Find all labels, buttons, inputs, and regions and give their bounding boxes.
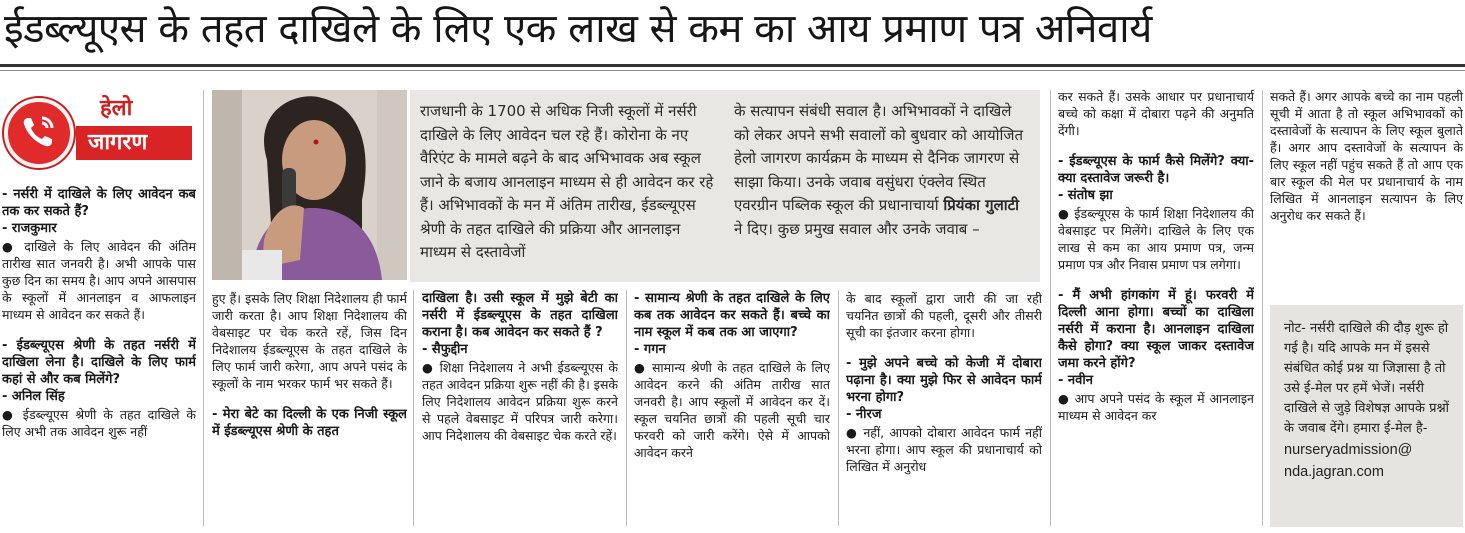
note-box	[1270, 305, 1463, 527]
question: - नर्सरी में दाखिले के लिए आवेदन कब तक कर सकते हैं?	[2, 187, 196, 219]
column-4	[634, 290, 830, 526]
column-divider	[203, 90, 204, 526]
question: - ईडब्ल्यूएस श्रेणी के तहत नर्सरी में दाखिला लेना है। दाखिले के लिए फार्म कहां से और कब मिलेंगे?	[2, 338, 196, 387]
hello-jagran-logo	[2, 92, 192, 168]
intro-left-text: राजधानी के 1700 से अधिक निजी स्कूलों में नर्सरी दाखिले के लिए आवेदन चल रहे हैं। कोरोना के नए वैरिएंट के मामले बढ़ने के बाद अभिभावक अब स्कूल जाने के बजाय आनलाइन माध्यम से ही आवेदन कर रहे हैं। अभिभावकों के मन में अंतिम तारीख, ईडब्ल्यूएस श्रेणी के तहत दाखिले की प्रक्रिया और आनलाइन माध्यम से दस्तावेजों	[420, 102, 714, 261]
answer: ● ईडब्ल्यूएस श्रेणी के तहत दाखिले के लिए अभी तक आवेदन शुरू नहीं	[2, 407, 196, 439]
answer: हुए हैं। इसके लिए शिक्षा निदेशालय ही फार्म जारी करता है। आप शिक्षा निदेशालय की वेबसाइट पर चेक करते रहें, जिस दिन निदेशालय ईडब्ल्यूएस के तहत दाखिले के लिए फार्म जारी करेगा, आप अपने पसंद के स्कूलों के नाम भरकर फार्म भर सकते हैं।	[212, 291, 407, 391]
note-text: नोट- नर्सरी दाखिले की दौड़ शुरू हो गई है। यदि आपके मन में इससे संबंधित कोई प्रश्न या जिज्ञासा है तो उसे ई-मेल पर हमें भेजें। नर्सरी दाखिले से जुड़े विशेषज्ञ आपके प्रश्नों के जवाब देंगे। हमारा ई-मेल है-	[1284, 321, 1450, 436]
asker-name: - सैफुद्दीन	[422, 342, 468, 357]
answer: ● नहीं, आपको दोबारा आवेदन फार्म नहीं भरना होगा। आप स्कूल की प्रधानाचार्य को लिखित में अनुरोध	[846, 425, 1042, 474]
intro-left	[420, 100, 716, 265]
question: - मुझे अपने बच्चे को केजी में दोबारा पढ़ाना है। क्या मुझे फिर से आवेदन फार्म भरना होगा?	[846, 356, 1042, 405]
headline-rule	[0, 64, 1465, 67]
asker-name: - अनिल सिंह	[2, 389, 65, 404]
column-divider	[413, 290, 414, 526]
column-3	[422, 290, 618, 526]
asker-name: - नीरज	[846, 407, 882, 422]
question: - मेरा बेटे का दिल्ली के एक निजी स्कूल में ईडब्ल्यूएस श्रेणी के तहत	[212, 407, 407, 439]
principal-photo	[212, 90, 407, 280]
answer: कर सकते हैं। उसके आधार पर प्रधानाचार्य बच्चे को कक्षा में दोबारा पढ़ने की अनुमति देंगी।	[1058, 89, 1254, 138]
logo-circle	[4, 98, 74, 168]
intro-right-a: के सत्यापन संबंधी सवाल है। अभिभावकों ने दाखिले को लेकर अपने सभी सवालों को बुधवार को आयोजित हेलो जागरण कार्यक्रम के माध्यम से दैनिक जागरण से साझा किया। उनके जवाब वसुंधरा एंक्लेव स्थित एवरग्रीन पब्लिक स्कूल की प्रधानाचार्या	[734, 102, 1024, 214]
answer: ● दाखिले के लिए आवेदन की अंतिम तारीख सात जनवरी है। अभी आपके पास कुछ दिन का समय है। आप अपने आसपास के स्कूलों में आनलाइन व आफलाइन माध्यम से आवेदन कर सकते हैं।	[2, 239, 196, 322]
column-6	[1058, 88, 1254, 526]
email-address-line1[interactable]: nurseryadmission@	[1284, 442, 1413, 458]
asker-name: - गगन	[634, 342, 666, 357]
answer: के बाद स्कूलों द्वारा जारी की जा रही चयनित छात्रों की पहली, दूसरी और तीसरी सूची का इंतजार करना होगा।	[846, 291, 1042, 340]
column-divider	[1262, 90, 1263, 526]
answer: ● शिक्षा निदेशालय ने अभी ईडब्ल्यूएस के तहत आवेदन प्रक्रिया शुरू नहीं की है। इसके लिए निदेशालय आवेदन प्रक्रिया शुरू करने से पहले वेबसाइट में परिपत्र जारी करेगा। आप निदेशालय की वेबसाइट चेक करते रहें।	[422, 360, 618, 443]
question: - ईडब्ल्यूएस के फार्म कैसे मिलेंगे? क्या-क्या दस्तावेज जरूरी है।	[1058, 154, 1254, 186]
asker-name: - संतोष झा	[1058, 188, 1113, 203]
column-7	[1270, 88, 1463, 298]
question: - मैं अभी हांगकांग में हूं। फरवरी में दिल्ली आना होगा। बच्चों का दाखिला नर्सरी में कराना है। आनलाइन दाखिला कैसे होगा? क्या स्कूल जाकर दस्तावेज जमा करने होंगे?	[1058, 288, 1254, 371]
question: - सामान्य श्रेणी के तहत दाखिले के लिए कब तक आवेदन कर सकते हैं। बच्चे का नाम स्कूल में कब तक आ जाएगा?	[634, 291, 830, 340]
headline: ईडब्ल्यूएस के तहत दाखिले के लिए एक लाख से कम का आय प्रमाण पत्र अनिवार्य	[4, 6, 1152, 52]
asker-name: - राजकुमार	[2, 221, 57, 236]
intro-right-text	[734, 100, 1030, 241]
principal-photo-illustration	[212, 90, 407, 280]
logo-hello-text: हेलो	[100, 96, 133, 121]
answer: सकते हैं। अगर आपके बच्चे का नाम पहली सूची में आता है तो स्कूल अभिभावकों को दस्तावेजों के सत्यापन के लिए स्कूल बुलाते हैं। अगर आप दस्तावेजों के सत्यापन के लिए स्कूल नहीं पहुंच सकते हैं तो आप एक बार स्कूल की मेल पर प्रधानाचार्य के नाम लिखित में आनलाइन सत्यापन के लिए अनुरोध कर सकते हैं।	[1270, 89, 1463, 223]
answer: ● सामान्य श्रेणी के तहत दाखिले के लिए आवेदन करने की अंतिम तारीख सात जनवरी है। आप स्कूलों में आवेदन कर दें। स्कूल चयनित छात्रों की पहली सूची चार फरवरी को जारी करेंगे। ऐसे में आपको आवेदन करने	[634, 360, 830, 460]
answer: ● आप अपने पसंद के स्कूल में आनलाइन माध्यम से आवेदन कर	[1058, 391, 1254, 423]
column-divider	[1050, 90, 1051, 526]
column-divider	[838, 290, 839, 526]
asker-name: - नवीन	[1058, 373, 1093, 388]
intro-right-b: ने दिए। कुछ प्रमुख सवाल और उनके जवाब –	[734, 219, 980, 238]
intro-box	[410, 90, 1040, 282]
logo-jagran-text: जागरण	[76, 126, 192, 160]
question: दाखिला है। उसी स्कूल में मुझे बेटी का नर्सरी में ईडब्ल्यूएस के तहत दाखिला कराना है। कब आवेदन कर सकते हैं ?	[422, 291, 618, 340]
column-2	[212, 290, 407, 526]
intro-right	[734, 100, 1030, 241]
phone-icon	[18, 112, 58, 152]
headline-rule-thin	[0, 70, 1465, 71]
email-address-line2[interactable]: nda.jagran.com	[1284, 464, 1384, 480]
column-divider	[626, 290, 627, 526]
column-1	[2, 186, 196, 526]
column-5	[846, 290, 1042, 526]
intro-principal-name: प्रियंका गुलाटी	[943, 196, 1020, 214]
answer: ● ईडब्ल्यूएस के फार्म शिक्षा निदेशालय की वेबसाइट पर मिलेंगे। दाखिले के लिए एक लाख से कम का आय प्रमाण पत्र, जन्म प्रमाण पत्र और निवास प्रमाण पत्र लगेगा।	[1058, 206, 1254, 272]
